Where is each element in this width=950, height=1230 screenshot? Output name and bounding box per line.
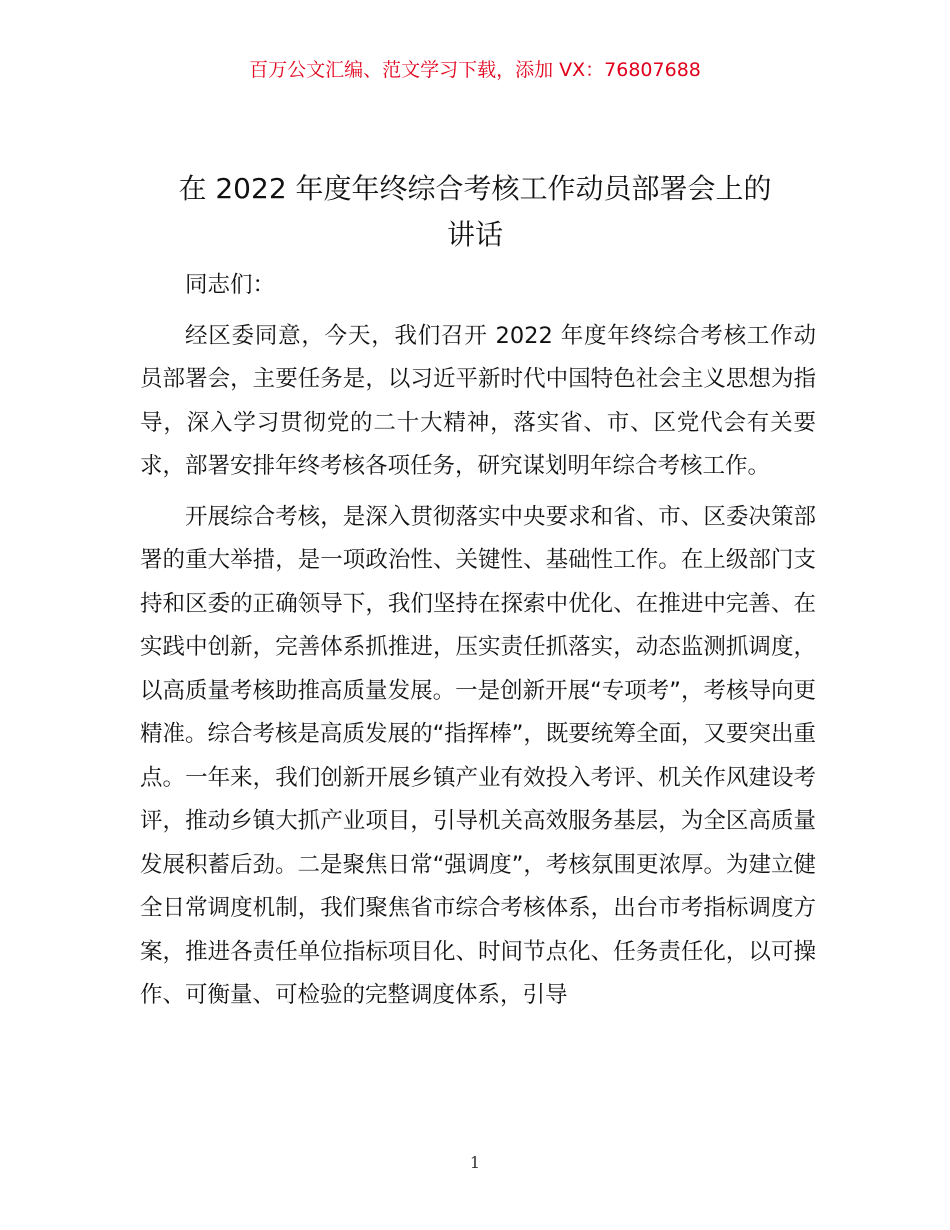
title-line-2: 讲话 bbox=[446, 218, 503, 251]
page-number: 1 bbox=[469, 1153, 481, 1172]
title-line-1: 在 2022 年度年终综合考核工作动员部署会上的 bbox=[178, 172, 772, 205]
document-title bbox=[140, 166, 810, 258]
salutation: 同志们： bbox=[185, 272, 276, 298]
header-watermark-text: 百万公文汇编、范文学习下载，添加 VX：76807688 bbox=[249, 59, 701, 81]
document-body bbox=[140, 264, 816, 1018]
paragraph-1: 经区委同意，今天，我们召开 2022 年度年终综合考核工作动员部署会，主要任务是，以习近平新时代中国特色社会主义思想为指导，深入学习贯彻党的二十大精神，落实省、市、区党代会有关要求，部署安排年终考核各项任务，研究谋划明年综合考核工作。 bbox=[140, 322, 816, 479]
paragraph-2: 开展综合考核，是深入贯彻落实中央要求和省、市、区委决策部署的重大举措，是一项政治性、关键性、基础性工作。在上级部门支持和区委的正确领导下，我们坚持在探索中优化、在推进中完善、在实践中创新，完善体系抓推进，压实责任抓落实，动态监测抓调度，以高质量考核助推高质量发展。一是创新开展“专项考”，考核导向更精准。综合考核是高质发展的“指挥棒”，既要统筹全面，又要突出重点。一年来，我们创新开展乡镇产业有效投入考评、机关作风建设考评，推动乡镇大抓产业项目，引导机关高效服务基层，为全区高质量发展积蓄后劲。二是聚焦日常“强调度”，考核氛围更浓厚。为建立健全日常调度机制，我们聚焦省市综合考核体系，出台市考指标调度方案，推进各责任单位指标项目化、时间节点化、任务责任化，以可操作、可衡量、可检验的完整调度体系，引导 bbox=[140, 503, 816, 1008]
